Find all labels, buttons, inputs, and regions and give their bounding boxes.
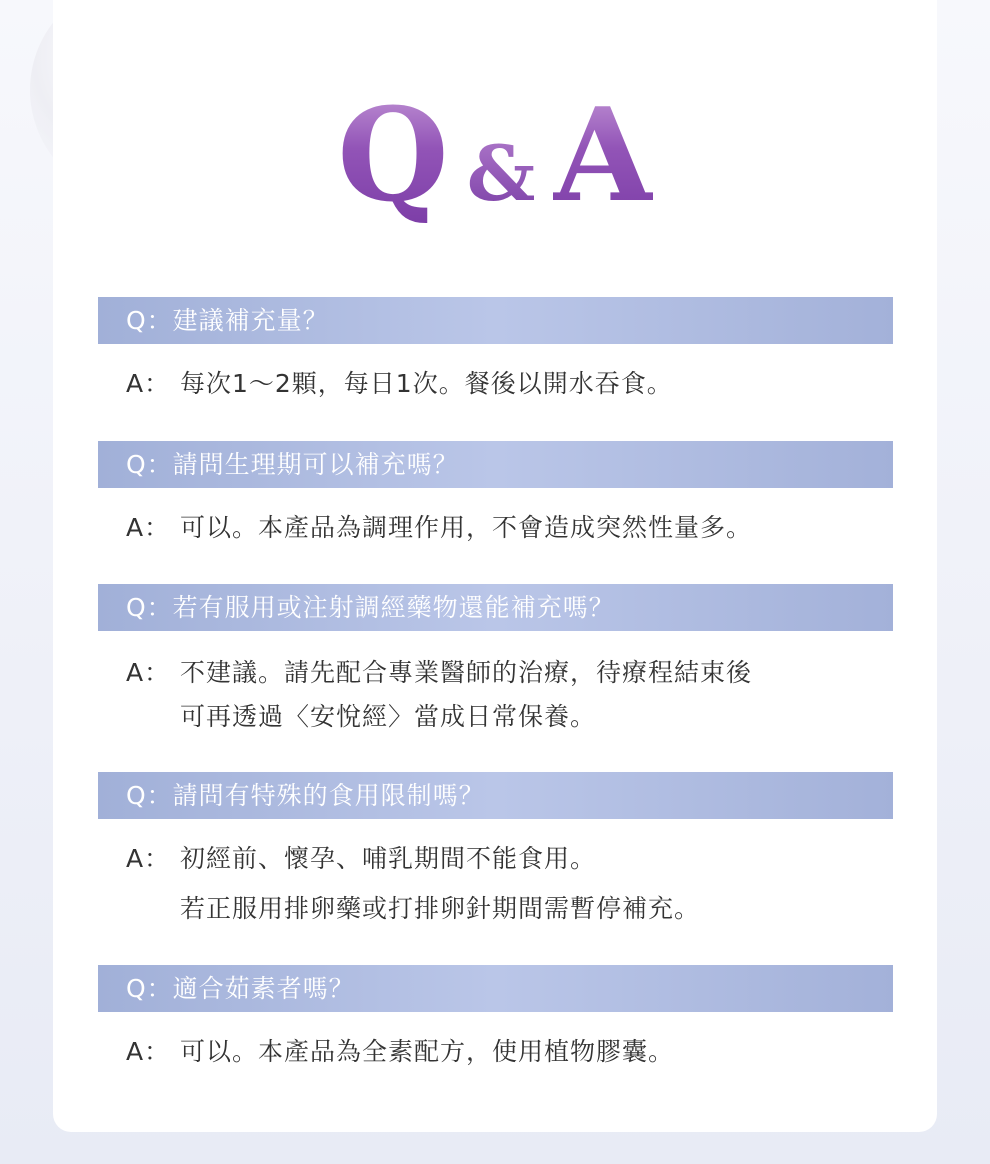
question-bar: Q：適合茹素者嗎？	[98, 965, 893, 1012]
answer-line: 可再透過〈安悅經〉當成日常保養。	[180, 702, 597, 731]
answer-line: 可以。本產品為調理作用，不會造成突然性量多。	[180, 513, 753, 542]
answer	[98, 508, 893, 548]
question-bar: Q：請問有特殊的食用限制嗎？	[98, 772, 893, 819]
question-bar: Q：若有服用或注射調經藥物還能補充嗎？	[98, 584, 893, 631]
answer-line: 初經前、懷孕、哺乳期間不能食用。	[180, 844, 597, 873]
question-bar: Q：建議補充量？	[98, 297, 893, 344]
title-a: A	[553, 81, 653, 231]
answer	[98, 651, 893, 739]
question-bar: Q：請問生理期可以補充嗎？	[98, 441, 893, 488]
title-q: Q	[337, 81, 449, 231]
answer-line: 每次1～2顆，每日1次。餐後以開水吞食。	[180, 369, 673, 398]
answer-label: A：	[126, 658, 171, 687]
faq-item	[98, 772, 893, 934]
answer-line: 可以。本產品為全素配方，使用植物膠囊。	[180, 1037, 675, 1066]
page-title	[0, 81, 990, 231]
faq-item	[98, 441, 893, 548]
answer-label: A：	[126, 844, 171, 873]
answer-line: 不建議。請先配合專業醫師的治療，待療程結束後	[180, 658, 753, 687]
answer	[98, 364, 893, 404]
answer-label: A：	[126, 513, 171, 542]
answer	[98, 834, 893, 934]
faq-item	[98, 297, 893, 404]
answer-label: A：	[126, 369, 171, 398]
answer-label: A：	[126, 1037, 171, 1066]
answer	[98, 1032, 893, 1072]
answer-line: 若正服用排卵藥或打排卵針期間需暫停補充。	[180, 894, 701, 923]
faq-item	[98, 965, 893, 1072]
title-ampersand: &	[466, 129, 536, 218]
faq-item	[98, 584, 893, 739]
